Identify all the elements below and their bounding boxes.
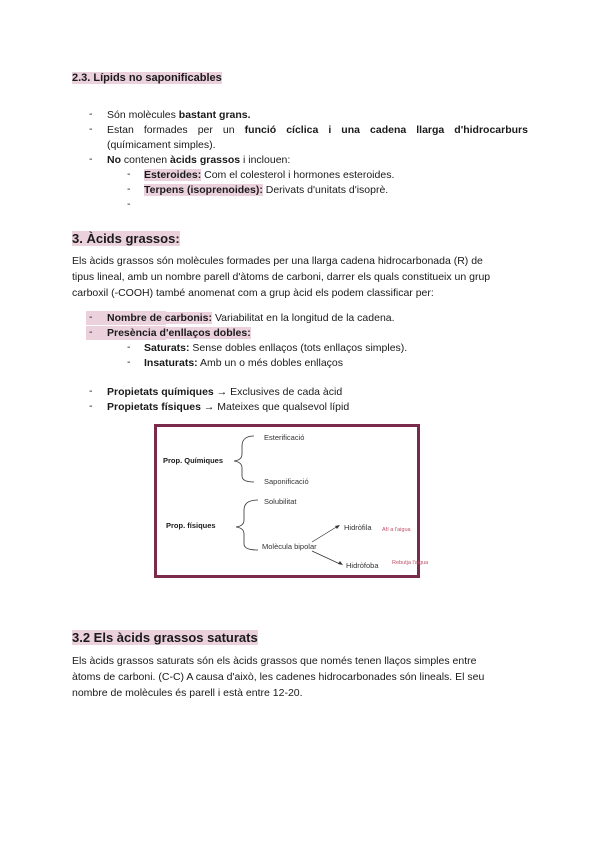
section-3-paragraph-line: carboxil (-COOH) també anomenat com a grup àcid els podem classificar per: — [72, 287, 434, 299]
quimiques-label: Prop. Químiques — [163, 456, 224, 465]
item-bold: Insaturats: — [144, 357, 198, 369]
section-3-heading: 3. Àcids grassos: — [72, 231, 180, 246]
list-item — [107, 108, 251, 123]
list-item — [107, 153, 290, 168]
bullet-dash: - — [89, 153, 93, 165]
section-3-2-paragraph-line: Els àcids grassos saturats són els àcids grassos que només tenen llaços simples entre — [72, 655, 477, 667]
sub-bullet-dash: - — [127, 183, 131, 195]
section-2-3-heading: 2.3. Lípids no saponificables — [72, 72, 222, 84]
item-bold: Esteroides: — [144, 169, 202, 181]
item-text: → Exclusives de cada àcid — [213, 386, 343, 398]
bullet-dash: - — [89, 385, 93, 397]
item-text: → Mateixes que qualsevol lípid — [200, 401, 350, 413]
bullet-dash: - — [89, 326, 93, 338]
list-item — [107, 311, 395, 326]
item-text: Amb un o més dobles enllaços — [197, 357, 344, 369]
item-text: Derivats d'unitats d'isoprè. — [262, 184, 389, 196]
item-text: Sense dobles enllaços (tots enllaços simples). — [189, 342, 408, 354]
section-3-2-paragraph-line: nombre de molècules és parell i està entre 12-20. — [72, 687, 303, 699]
afi-aigua-note: Afí a l'aigua — [382, 527, 411, 533]
rebutja-aigua-note: Rebutja l'aigua — [392, 560, 429, 566]
item-text: Estan formades per un — [107, 124, 245, 136]
sub-list-item — [144, 183, 388, 198]
section-3-paragraph-line: tipus lineal, amb un nombre parell d'àtoms de carboni, darrer els quals constitueix un grup — [72, 271, 491, 283]
section-3-paragraph-line: Els àcids grassos són molècules formades per una llarga cadena hidrocarbonada (R) de — [72, 255, 483, 267]
bullet-dash: - — [89, 400, 93, 412]
fisiques-label: Prop. físiques — [166, 521, 216, 530]
item-text: i inclouen: — [240, 154, 291, 166]
item-bold: bastant grans. — [178, 109, 251, 121]
item-bold: Terpens (isoprenoides): — [144, 184, 263, 196]
item-text: Són molècules — [107, 109, 179, 121]
item-bold: Propietats físiques — [107, 401, 201, 413]
bullet-dash: - — [89, 123, 93, 135]
item-text: Com el colesterol i hormones esteroides. — [201, 169, 395, 181]
esterificacio-label: Esterificació — [264, 433, 305, 442]
item-bold: Nombre de carbonis: — [107, 312, 213, 324]
list-item — [107, 123, 528, 138]
sub-list-item — [144, 168, 394, 183]
sub-list-item — [144, 341, 407, 356]
properties-diagram — [154, 424, 429, 578]
item-bold: àcids grassos — [170, 154, 241, 166]
list-item — [107, 400, 349, 415]
sub-bullet-dash: - — [127, 168, 131, 180]
bullet-dash: - — [89, 108, 93, 120]
sub-bullet-dash: - — [127, 356, 131, 368]
bullet-dash: - — [89, 311, 93, 323]
item-text: Variabilitat en la longitud de la cadena. — [212, 312, 395, 324]
saponificacio-label: Saponificació — [264, 477, 309, 486]
sub-bullet-dash: - — [127, 198, 131, 210]
sub-list-item — [144, 356, 343, 371]
item-bold: No — [107, 154, 121, 166]
section-3-2-heading: 3.2 Els àcids grassos saturats — [72, 630, 258, 645]
section-3-2-paragraph-line: àtoms de carboni. (C-C) A causa d'això, les cadenes hidrocarbonades són lineals. El seu — [72, 671, 485, 683]
molecula-bipolar-label: Molècula bipolar — [262, 542, 317, 551]
item-bold: Presència d'enllaços dobles: — [107, 327, 251, 339]
item-text: contenen — [121, 154, 171, 166]
list-item — [107, 326, 251, 341]
item-text-continued: (químicament simples). — [107, 139, 216, 151]
item-bold: funció cíclica i una cadena llarga d'hidrocarburs — [244, 124, 528, 136]
list-item — [107, 385, 342, 400]
sub-bullet-dash: - — [127, 341, 131, 353]
hidrofoba-label: Hidròfoba — [346, 561, 379, 570]
item-bold: Saturats: — [144, 342, 190, 354]
item-bold: Propietats químiques — [107, 386, 214, 398]
solubilitat-label: Solubilitat — [264, 497, 297, 506]
hidrofila-label: Hidròfila — [344, 523, 372, 532]
